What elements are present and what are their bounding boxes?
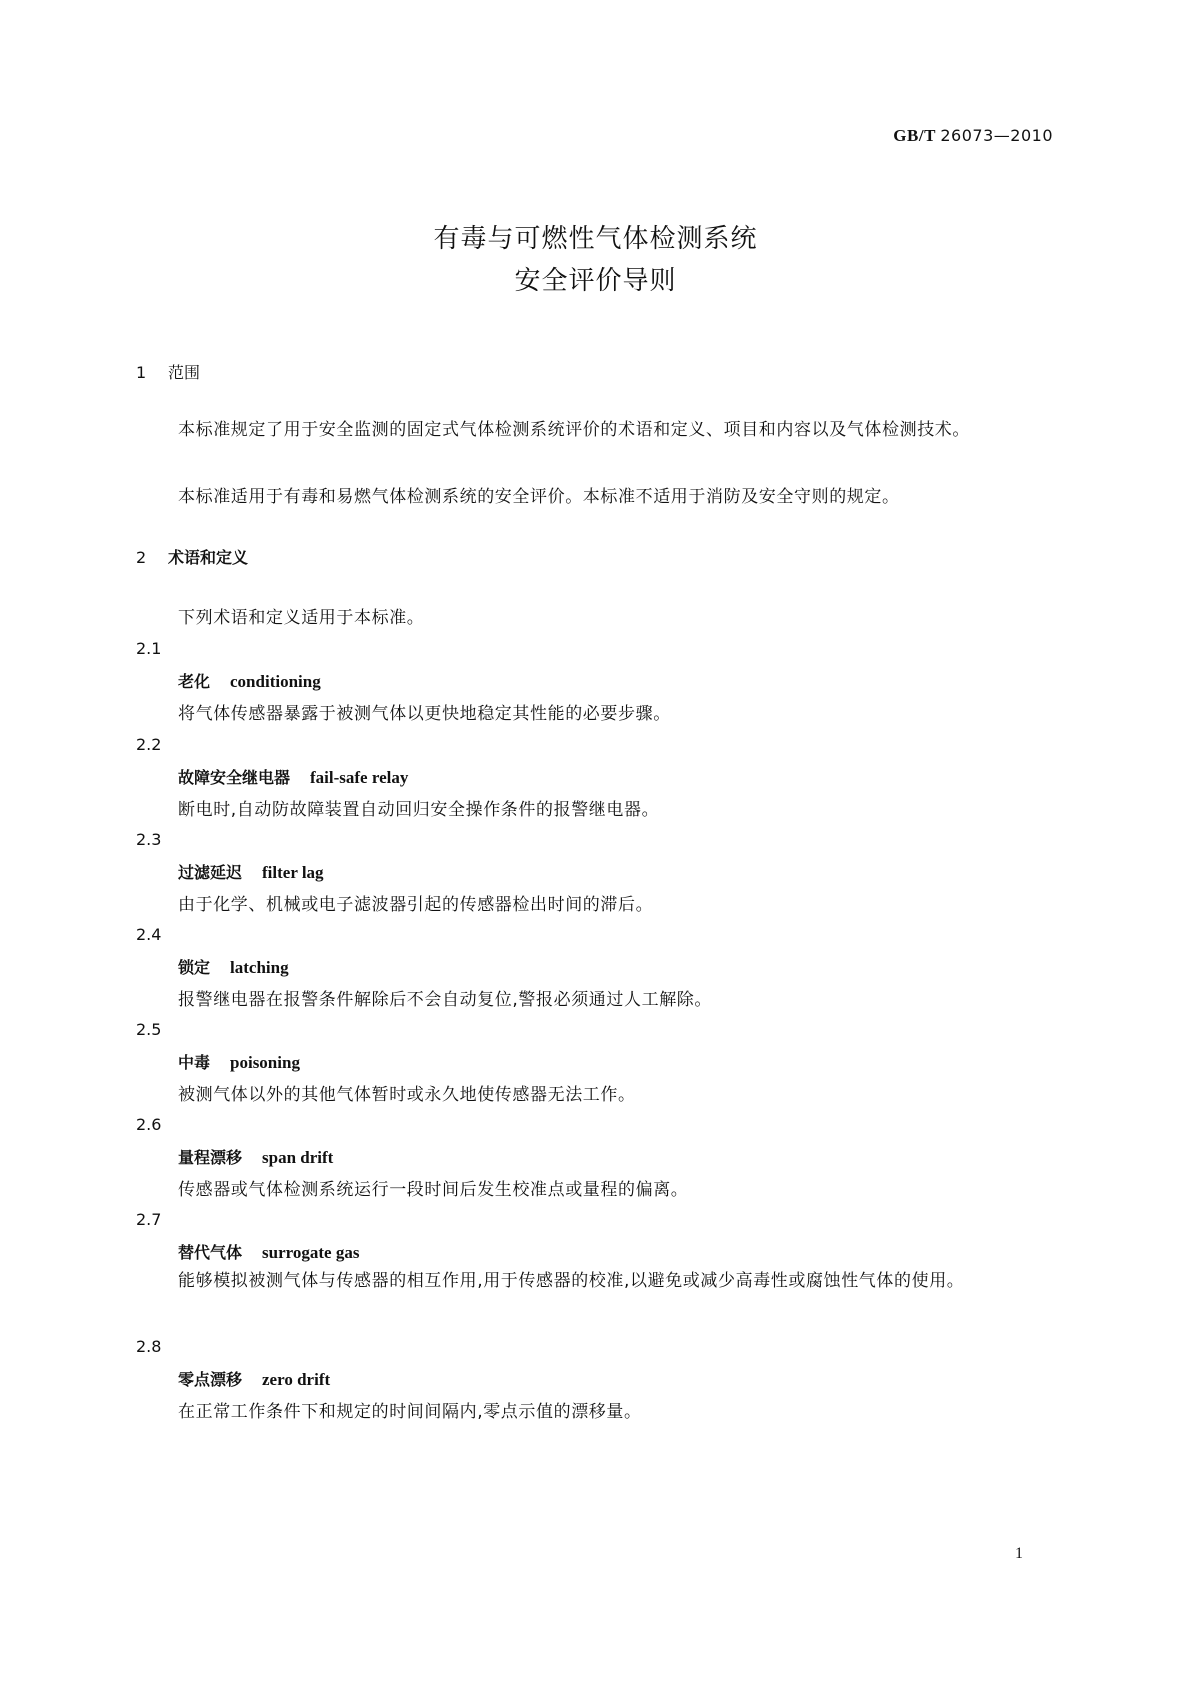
document-title-line-1: 有毒与可燃性气体检测系统 xyxy=(433,224,758,254)
clause-number: 2.6 xyxy=(136,1115,162,1134)
clause-number: 2.3 xyxy=(136,830,162,849)
term-heading xyxy=(178,765,408,788)
term-cn: 老化 xyxy=(178,672,211,691)
section-2-number: 2 xyxy=(136,548,147,567)
section-1-paragraph-2: 本标准适用于有毒和易燃气体检测系统的安全评价。本标准不适用于消防及安全守则的规定。 xyxy=(178,487,900,507)
term-cn: 零点漂移 xyxy=(178,1370,243,1389)
document-title-line-2: 安全评价导则 xyxy=(514,266,677,296)
term-heading xyxy=(178,1367,330,1390)
section-1-heading xyxy=(136,360,200,383)
term-cn: 锁定 xyxy=(178,958,211,977)
term-en: conditioning xyxy=(230,672,321,691)
term-heading xyxy=(178,1145,333,1168)
term-en: filter lag xyxy=(262,863,324,882)
section-2-intro: 下列术语和定义适用于本标准。 xyxy=(178,608,425,628)
term-cn: 故障安全继电器 xyxy=(178,768,291,787)
term-en: latching xyxy=(230,958,289,977)
section-2-heading xyxy=(136,545,248,568)
clause-number: 2.1 xyxy=(136,639,162,658)
term-en: zero drift xyxy=(262,1370,331,1389)
term-cn: 中毒 xyxy=(178,1053,211,1072)
term-heading xyxy=(178,1050,300,1073)
term-definition: 断电时,自动防故障装置自动回归安全操作条件的报警继电器。 xyxy=(178,800,660,820)
term-heading xyxy=(178,955,289,978)
term-cn: 替代气体 xyxy=(178,1243,243,1262)
clause-number: 2.5 xyxy=(136,1020,162,1039)
standard-code-prefix: GB/T xyxy=(893,126,936,145)
term-definition: 报警继电器在报警条件解除后不会自动复位,警报必须通过人工解除。 xyxy=(178,990,713,1010)
section-1-paragraph-1: 本标准规定了用于安全监测的固定式气体检测系统评价的术语和定义、项目和内容以及气体检测技术。 xyxy=(178,420,970,440)
clause-number: 2.4 xyxy=(136,925,162,944)
term-heading xyxy=(178,669,321,692)
term-definition: 在正常工作条件下和规定的时间间隔内,零点示值的漂移量。 xyxy=(178,1402,642,1422)
term-heading xyxy=(178,860,324,883)
term-definition: 传感器或气体检测系统运行一段时间后发生校准点或量程的偏离。 xyxy=(178,1180,689,1200)
clause-number: 2.2 xyxy=(136,735,162,754)
page-number: 1 xyxy=(1015,1545,1023,1562)
section-1-number: 1 xyxy=(136,363,147,382)
clause-number: 2.8 xyxy=(136,1337,162,1356)
term-en: fail-safe relay xyxy=(310,768,409,787)
term-definition: 被测气体以外的其他气体暂时或永久地使传感器无法工作。 xyxy=(178,1085,636,1105)
term-en: poisoning xyxy=(230,1053,300,1072)
term-definition: 将气体传感器暴露于被测气体以更快地稳定其性能的必要步骤。 xyxy=(178,704,671,724)
section-2-title: 术语和定义 xyxy=(168,548,249,567)
term-heading xyxy=(178,1240,359,1263)
term-definition: 由于化学、机械或电子滤波器引起的传感器检出时间的滞后。 xyxy=(178,895,654,915)
clause-number: 2.7 xyxy=(136,1210,162,1229)
term-en: surrogate gas xyxy=(262,1243,360,1262)
section-1-title: 范围 xyxy=(168,363,201,382)
term-cn: 量程漂移 xyxy=(178,1148,243,1167)
standard-code-number: 26073—2010 xyxy=(940,126,1053,145)
term-definition: 能够模拟被测气体与传感器的相互作用,用于传感器的校准,以避免或减少高毒性或腐蚀性气体的使用。 xyxy=(178,1271,965,1291)
term-en: span drift xyxy=(262,1148,334,1167)
term-cn: 过滤延迟 xyxy=(178,863,243,882)
standard-code xyxy=(893,126,1053,146)
